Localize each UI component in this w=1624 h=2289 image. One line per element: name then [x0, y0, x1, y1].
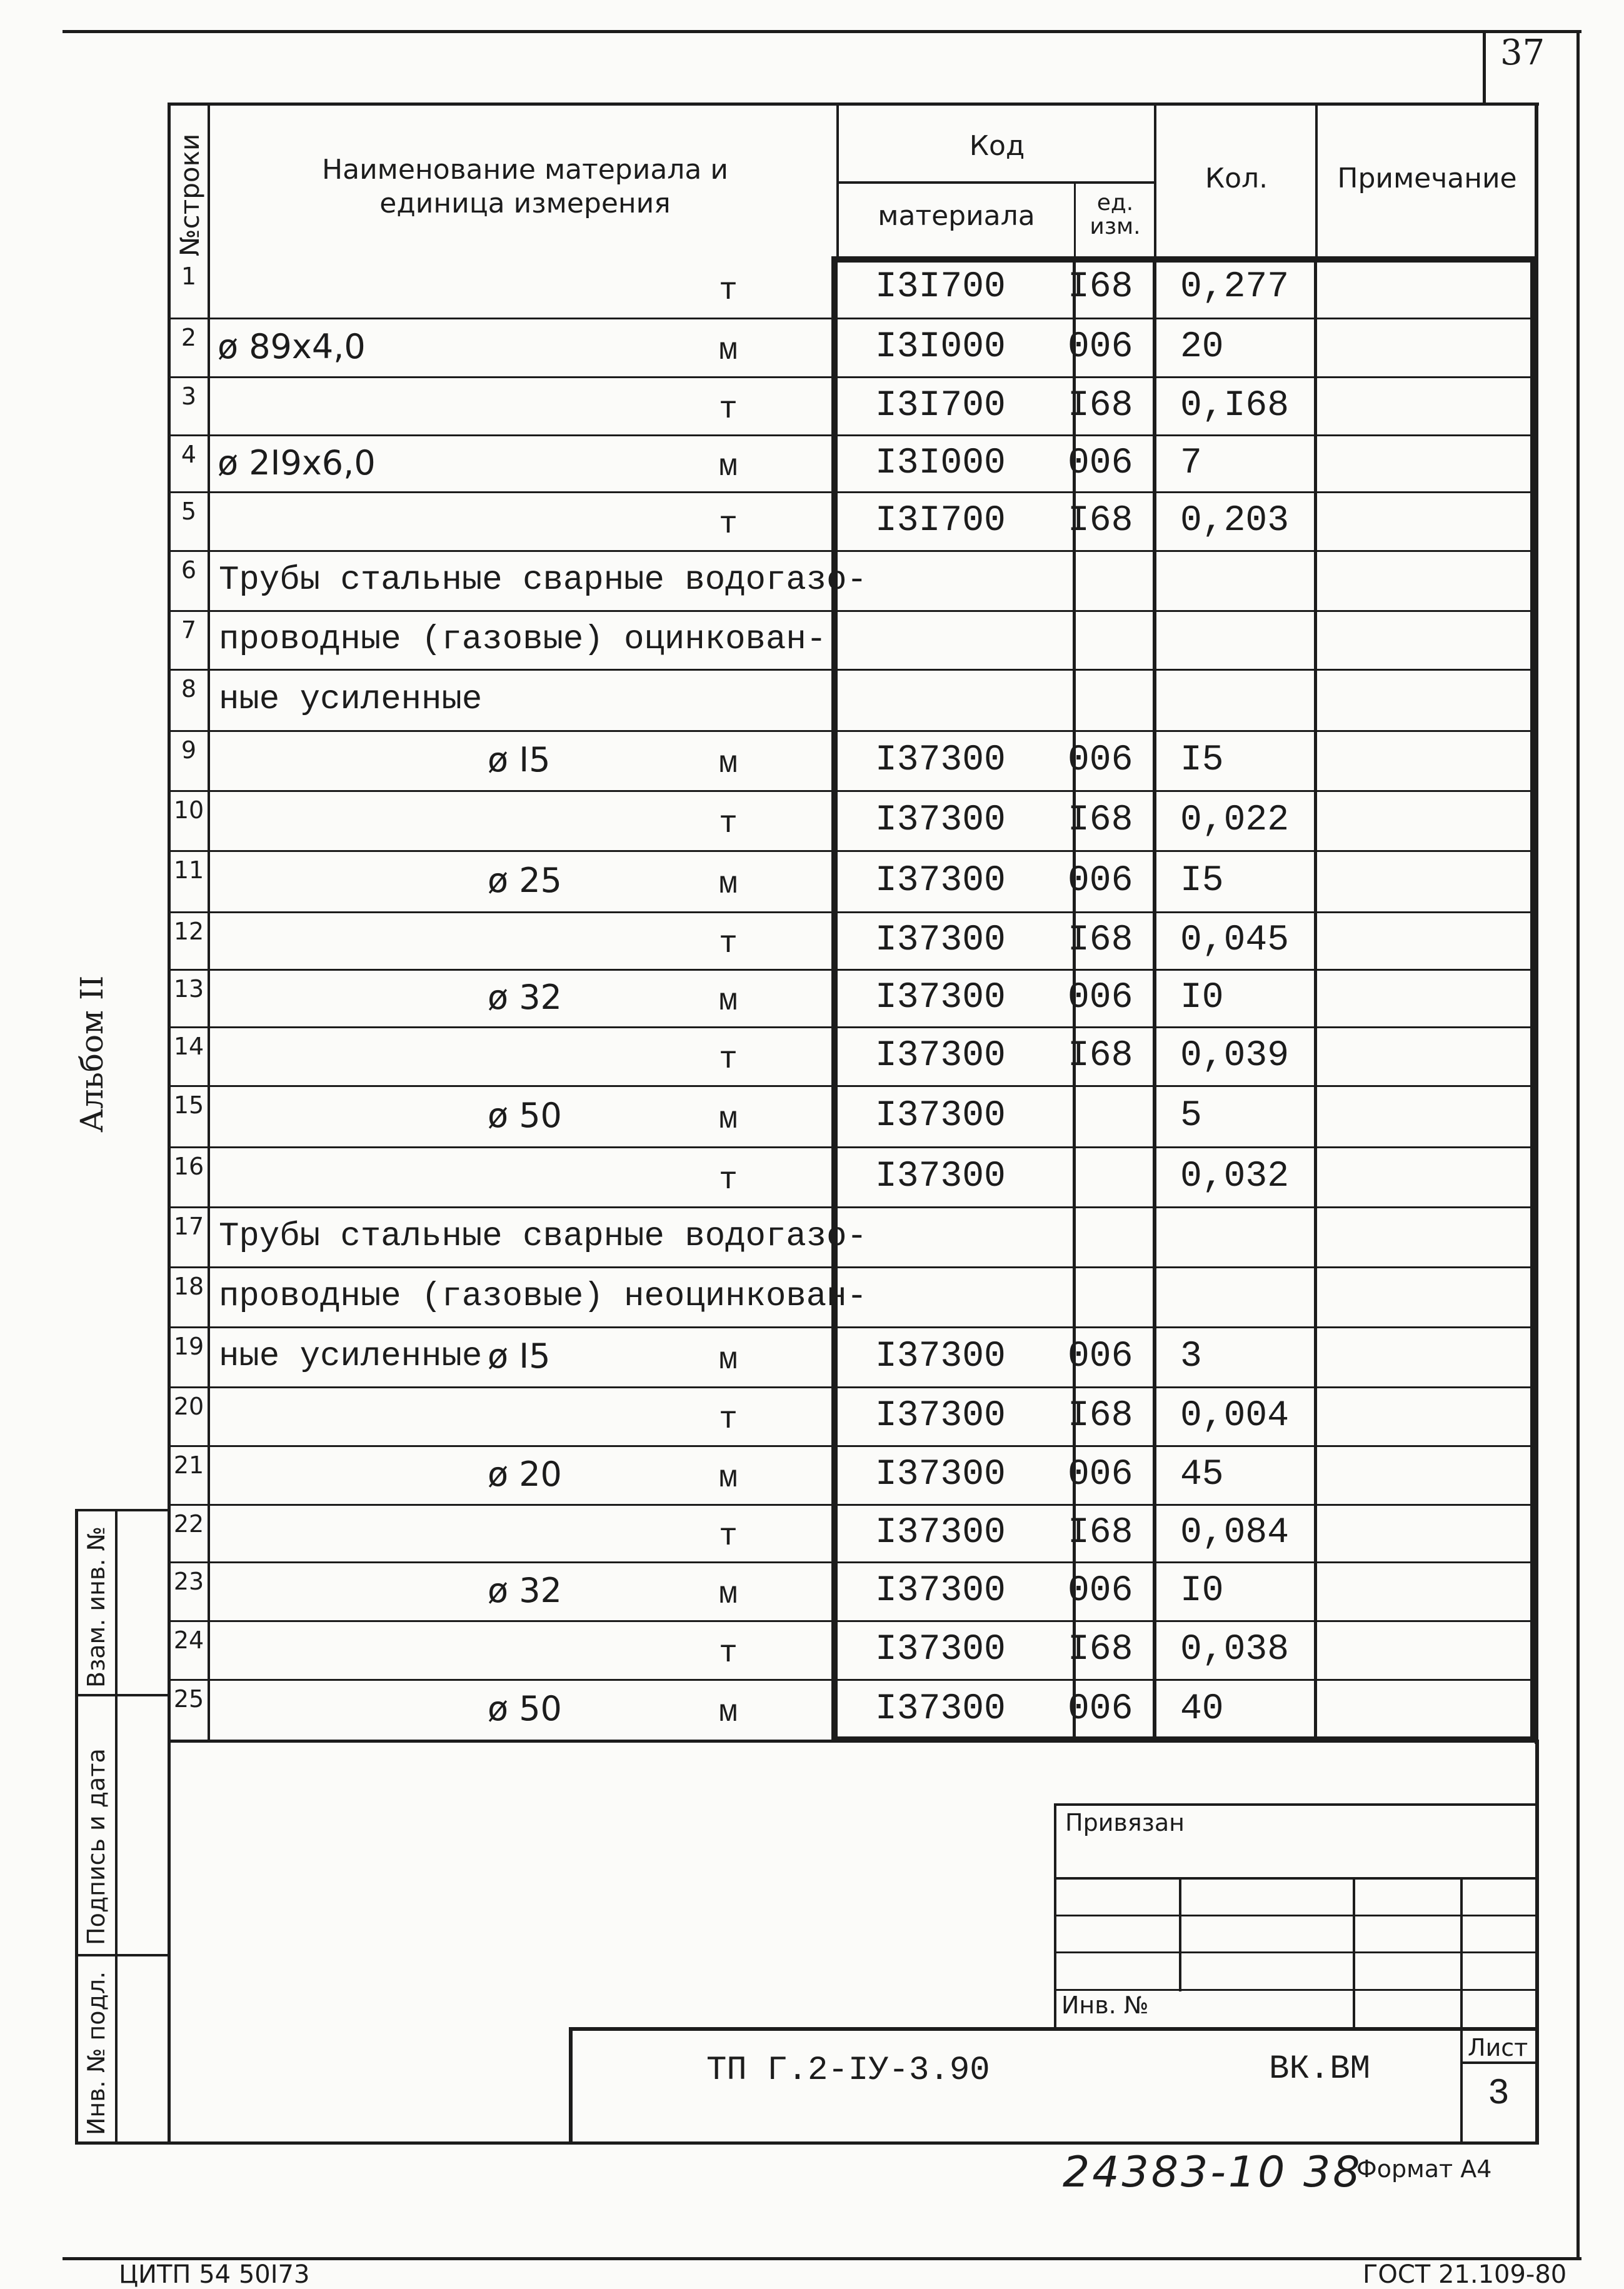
row-quantity: 45	[1180, 1455, 1224, 1495]
row-unit: т	[719, 1042, 738, 1078]
row-number: 1	[181, 263, 197, 290]
row-divider	[169, 491, 1536, 493]
row-quantity: 0,004	[1180, 1396, 1290, 1436]
body-frame-right	[1530, 256, 1536, 1743]
row-quantity: I5	[1180, 740, 1224, 781]
doc-mark: ВК.ВМ	[1269, 2050, 1371, 2088]
row-unit: т	[719, 926, 738, 962]
privyazan-col2	[1353, 1877, 1355, 2030]
row-divider	[169, 550, 1536, 552]
row-unit: м	[719, 449, 738, 485]
row-number: 21	[173, 1451, 204, 1479]
row-quantity: 0,277	[1180, 267, 1290, 308]
row-number: 24	[173, 1626, 204, 1654]
side-strip-left	[75, 1509, 78, 2144]
row-divider	[169, 730, 1536, 732]
right-rule	[1576, 30, 1580, 2260]
row-material-code: I37300	[875, 1455, 1006, 1495]
header-code-split	[836, 181, 1155, 184]
table-left	[168, 103, 171, 2141]
row-number: 23	[173, 1568, 204, 1595]
row-material-code: I37300	[875, 1036, 1006, 1076]
sheet-label: Лист	[1468, 2034, 1528, 2061]
row-material-code: I3I700	[875, 267, 1006, 308]
row-unit-code: 006	[1068, 1336, 1133, 1377]
row-unit-code: I68	[1068, 385, 1133, 426]
row-divider	[169, 1386, 1536, 1388]
row-quantity: 20	[1180, 327, 1224, 368]
row-divider	[169, 1026, 1536, 1028]
row-material-code: I37300	[875, 1096, 1006, 1136]
row-number: 13	[173, 975, 204, 1003]
side-podpis: Подпись и дата	[83, 1748, 110, 1945]
row-quantity: 5	[1180, 1096, 1202, 1136]
row-diameter: ø 32	[488, 1571, 562, 1610]
row-unit: м	[719, 984, 738, 1019]
row-divider	[169, 1679, 1536, 1681]
row-quantity: 0,039	[1180, 1036, 1290, 1076]
row-quantity: 0,022	[1180, 800, 1290, 841]
col-div-code-unit	[1074, 183, 1076, 258]
body-frame-bottom	[831, 1736, 1538, 1743]
row-unit: м	[719, 1461, 738, 1496]
row-unit: м	[719, 1102, 738, 1138]
row-quantity: 0,I68	[1180, 385, 1290, 426]
row-material-code: I37300	[875, 1336, 1006, 1377]
row-divider	[169, 969, 1536, 971]
side-strip-top	[75, 1509, 170, 1511]
row-quantity: 7	[1180, 443, 1202, 484]
row-number: 25	[173, 1685, 204, 1713]
row-material-code: I37300	[875, 1513, 1006, 1553]
row-number: 11	[173, 856, 204, 884]
header-code-material: материала	[878, 200, 1035, 232]
row-unit: м	[719, 867, 738, 903]
side-strip-div2	[75, 1954, 170, 1956]
row-number: 16	[173, 1153, 204, 1180]
row-divider	[169, 376, 1536, 378]
row-unit: т	[719, 806, 738, 842]
album-label: Альбом II	[74, 975, 110, 1133]
row-unit-code: I68	[1068, 267, 1133, 308]
header-code: Код	[969, 130, 1025, 162]
row-unit: м	[719, 1695, 738, 1731]
handwritten-number: 24383-10 38	[1063, 2148, 1363, 2197]
row-name: проводные (газовые) оцинкован-	[219, 621, 827, 659]
row-divider	[169, 1146, 1536, 1148]
row-material-code: I3I700	[875, 385, 1006, 426]
row-unit-code: 006	[1068, 1689, 1133, 1730]
privyazan-row3	[1055, 1951, 1539, 1953]
row-unit: т	[719, 1636, 738, 1671]
row-number: 17	[173, 1213, 204, 1240]
privyazan-top	[1055, 1803, 1539, 1806]
privyazan-row2	[1055, 1915, 1539, 1916]
header-name-line2: единица измерения	[379, 188, 671, 219]
page-number-box-left	[1483, 30, 1486, 104]
side-strip-div1	[75, 1694, 170, 1696]
format-label: Формат А4	[1356, 2155, 1492, 2183]
body-col-qty	[1153, 256, 1156, 1743]
row-material-code: I37300	[875, 1689, 1006, 1730]
privyazan-row1	[1055, 1877, 1539, 1880]
row-unit-code: 006	[1068, 443, 1133, 484]
row-diameter: ø 2I9x6,0	[218, 443, 376, 483]
row-number: 10	[173, 796, 204, 824]
row-divider	[169, 1085, 1536, 1087]
header-row-no: №строки	[174, 133, 205, 256]
row-number: 14	[173, 1033, 204, 1060]
row-number: 5	[181, 498, 197, 525]
row-unit: т	[719, 1163, 738, 1198]
row-number: 4	[181, 441, 197, 468]
row-name: Трубы стальные сварные водогазо-	[219, 561, 867, 599]
row-divider	[169, 1561, 1536, 1563]
row-number: 8	[181, 675, 197, 703]
row-quantity: I5	[1180, 861, 1224, 901]
body-frame-left	[831, 256, 838, 1743]
header-code-unit: ед. изм.	[1090, 190, 1141, 239]
row-number: 12	[173, 918, 204, 945]
row-number: 6	[181, 556, 197, 584]
row-material-code: I37300	[875, 978, 1006, 1018]
inv-no-label: Инв. №	[1061, 1991, 1149, 2019]
row-divider	[169, 1445, 1536, 1447]
side-inv-podl: Инв. № подл.	[83, 1971, 110, 2135]
row-unit: т	[719, 273, 738, 309]
row-unit-code: I68	[1068, 1036, 1133, 1076]
row-divider	[169, 911, 1536, 913]
row-number: 19	[173, 1333, 204, 1360]
privyazan-row4	[1055, 1989, 1539, 1991]
row-material-code: I37300	[875, 1396, 1006, 1436]
row-unit: м	[719, 333, 738, 369]
row-number: 9	[181, 736, 197, 764]
privyazan-col3	[1460, 1877, 1463, 2030]
row-diameter: ø 25	[488, 861, 562, 900]
row-divider	[169, 434, 1536, 436]
row-unit: м	[719, 746, 738, 782]
row-unit-code: 006	[1068, 1571, 1133, 1611]
row-number: 18	[173, 1273, 204, 1300]
page-number: 37	[1500, 33, 1545, 73]
row-name: проводные (газовые) неоцинкован-	[219, 1278, 867, 1316]
footer-right: ГОСТ 21.109-80	[1363, 2260, 1567, 2289]
privyazan-col1	[1179, 1877, 1181, 1991]
body-col-note	[1314, 256, 1317, 1743]
row-material-code: I3I000	[875, 443, 1006, 484]
sheet-number: 3	[1488, 2074, 1510, 2115]
row-material-code: I37300	[875, 800, 1006, 841]
row-unit: т	[719, 507, 738, 543]
row-diameter: ø 50	[488, 1689, 562, 1728]
row-name: ные усиленные	[219, 1338, 483, 1376]
doc-code: ТП Г.2-IУ-3.90	[706, 2051, 990, 2090]
row-diameter: ø I5	[488, 740, 551, 779]
row-divider	[169, 318, 1536, 319]
row-diameter: ø 50	[488, 1096, 562, 1135]
row-diameter: ø 32	[488, 978, 562, 1017]
row-unit-code: I68	[1068, 1630, 1133, 1670]
row-unit: т	[719, 391, 738, 428]
row-number: 7	[181, 616, 197, 644]
table-top	[168, 103, 1539, 106]
row-diameter: ø 20	[488, 1455, 562, 1494]
row-material-code: I37300	[875, 740, 1006, 781]
row-number: 20	[173, 1393, 204, 1420]
row-name: ные усиленные	[219, 681, 483, 719]
row-unit: т	[719, 1402, 738, 1438]
row-unit-code: I68	[1068, 920, 1133, 961]
row-divider	[169, 1266, 1536, 1268]
row-material-code: I37300	[875, 1156, 1006, 1197]
row-divider	[169, 1206, 1536, 1208]
privyazan-left	[1054, 1803, 1056, 2030]
row-divider	[169, 790, 1536, 792]
row-unit-code: 006	[1068, 978, 1133, 1018]
row-quantity: 40	[1180, 1689, 1224, 1730]
row-unit-code: I68	[1068, 800, 1133, 841]
footer-left: ЦИТП 54 50I73	[119, 2260, 310, 2289]
row-unit-code: I68	[1068, 501, 1133, 541]
row-quantity: 0,084	[1180, 1513, 1290, 1553]
header-name-line1: Наименование материала и	[322, 154, 728, 186]
row-unit: м	[719, 1577, 738, 1613]
row-unit-code: 006	[1068, 1455, 1133, 1495]
side-strip-right	[115, 1509, 118, 2144]
row-divider	[169, 850, 1536, 852]
stamp-right	[1535, 1741, 1539, 2144]
row-number: 15	[173, 1091, 204, 1119]
row-material-code: I3I000	[875, 327, 1006, 368]
row-material-code: I37300	[875, 1630, 1006, 1670]
row-material-code: I37300	[875, 1571, 1006, 1611]
row-divider	[169, 1620, 1536, 1622]
row-number: 3	[181, 383, 197, 410]
row-material-code: I37300	[875, 920, 1006, 961]
main-stamp-left	[569, 2027, 573, 2145]
sheet-box-split	[1460, 2061, 1539, 2064]
row-unit-code: 006	[1068, 861, 1133, 901]
row-unit-code: 006	[1068, 327, 1133, 368]
row-unit-code: I68	[1068, 1513, 1133, 1553]
row-unit: м	[719, 1343, 738, 1378]
row-number: 22	[173, 1510, 204, 1538]
row-material-code: I3I700	[875, 501, 1006, 541]
header-note: Примечание	[1337, 163, 1517, 194]
row-divider	[169, 669, 1536, 671]
side-vzam: Взам. инв. №	[83, 1526, 110, 1688]
row-quantity: 0,038	[1180, 1630, 1290, 1670]
row-name: Трубы стальные сварные водогазо-	[219, 1218, 867, 1256]
header-qty: Кол.	[1205, 163, 1268, 194]
row-quantity: 0,032	[1180, 1156, 1290, 1197]
top-rule	[63, 30, 1581, 33]
body-frame-top	[831, 256, 1538, 263]
row-divider	[169, 610, 1536, 612]
row-number: 2	[181, 324, 197, 351]
row-quantity: 3	[1180, 1336, 1202, 1377]
row-quantity: 0,045	[1180, 920, 1290, 961]
sheet-box-left	[1460, 2027, 1463, 2145]
row-quantity: I0	[1180, 1571, 1224, 1611]
row-material-code: I37300	[875, 861, 1006, 901]
row-unit: т	[719, 1519, 738, 1555]
row-divider	[169, 1326, 1536, 1328]
privyazan-label: Привязан	[1065, 1809, 1185, 1836]
row-diameter: ø I5	[488, 1336, 551, 1376]
row-quantity: 0,203	[1180, 501, 1290, 541]
row-quantity: I0	[1180, 978, 1224, 1018]
row-divider	[169, 1504, 1536, 1506]
row-unit-code: I68	[1068, 1396, 1133, 1436]
row-diameter: ø 89x4,0	[218, 327, 366, 366]
main-stamp-top	[570, 2027, 1539, 2031]
col-div-rowno	[208, 103, 210, 1741]
side-strip-bottom	[75, 2141, 1539, 2145]
row-unit-code: 006	[1068, 740, 1133, 781]
